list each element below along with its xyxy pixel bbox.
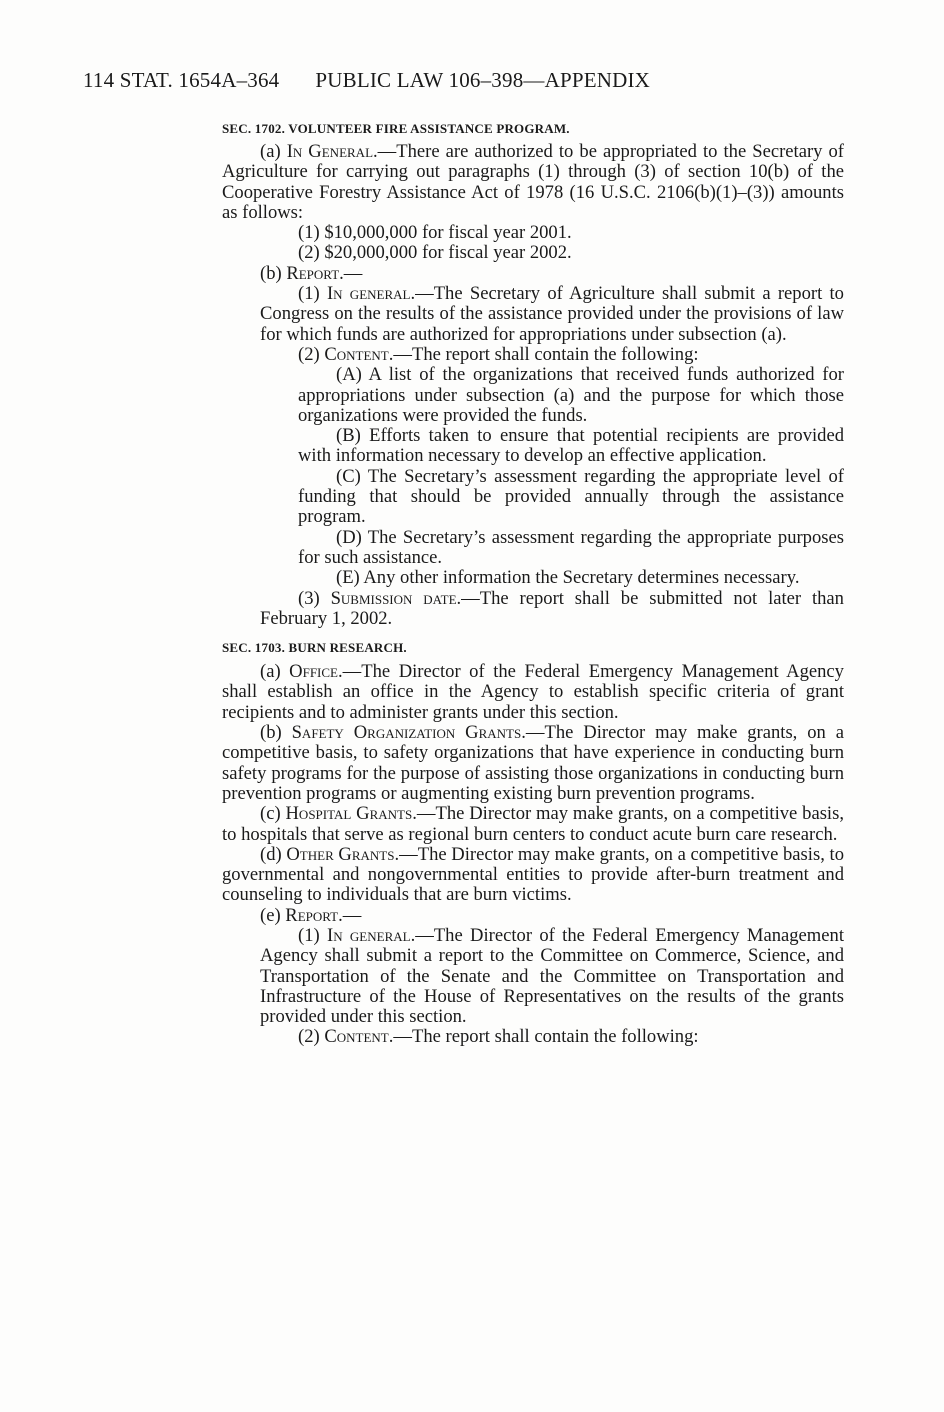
running-head [83, 68, 650, 93]
sec1702-b2-item-b: (B) Efforts taken to ensure that potential recipients are provided with information necessary to develop an effective application. [298, 425, 844, 467]
sec1703-subsection-e: (e) Report.— [260, 904, 362, 926]
sec1703-e-paragraph-1: (1) In general.—The Director of the Federal Emergency Management Agency shall submit a report to the Committee on Commerce, Science, and Transportation of the Senate and the Committee on Transportation and Infrastructure of the House of Representatives on the results of the grants provided under this section. [260, 924, 844, 1028]
sec1702-b-paragraph-1: (1) In general.—The Secretary of Agriculture shall submit a report to Congress on the results of the assistance provided under the provisions of law for which funds are authorized for appropriations under subsection (a). [260, 283, 844, 345]
sec1702-b2-item-d: (D) The Secretary’s assessment regarding the appropriate purposes for such assistance. [298, 526, 844, 568]
section-heading-1702: SEC. 1702. VOLUNTEER FIRE ASSISTANCE PROGRAM. [222, 121, 570, 136]
sec1703-subsection-b: (b) Safety Organization Grants.—The Director may make grants, on a competitive basis, to safety organizations that have experience in conducting burn safety programs for the purpose of assisting those organizations in conducting burn prevention programs or augmenting existing burn prevention programs. [222, 722, 844, 804]
stat-reference: 114 STAT. 1654A–364 [83, 68, 280, 92]
sec1702-subsection-b: (b) Report.— [260, 262, 363, 284]
sec1702-b-paragraph-3: (3) Submission date.—The report shall be submitted not later than February 1, 2002. [260, 587, 844, 629]
sec1702-b2-item-c: (C) The Secretary’s assessment regarding the appropriate level of funding that should be provided annually through the assistance program. [298, 465, 844, 528]
sec1703-subsection-c: (c) Hospital Grants.—The Director may make grants, on a competitive basis, to hospitals that serve as regional burn centers to conduct acute burn care research. [222, 803, 844, 845]
sec1702-b2-item-a: (A) A list of the organizations that received funds authorized for appropriations under subsection (a) and the purpose for which those organizations were provided the funds. [298, 364, 844, 426]
sec1702-b2-item-e: (E) Any other information the Secretary determines necessary. [336, 567, 800, 589]
sec1702-a-paragraph-1: (1) $10,000,000 for fiscal year 2001. [298, 222, 572, 244]
section-heading-1703: SEC. 1703. BURN RESEARCH. [222, 640, 407, 656]
sec1702-subsection-a: (a) In General.—There are authorized to be appropriated to the Secretary of Agriculture for carrying out paragraphs (1) through (3) of section 10(b) of the Cooperative Forestry Assistance Act of 1978 (16 U.S.C. 2106(b)(1)–(3)) amounts as follows: [222, 141, 844, 223]
sec1703-subsection-a: (a) Office.—The Director of the Federal Emergency Management Agency shall establish an office in the Agency to establish specific criteria of grant recipients and to administer grants under this section. [222, 661, 844, 723]
sec1702-a-paragraph-2: (2) $20,000,000 for fiscal year 2002. [298, 242, 572, 264]
document-body [222, 119, 844, 1048]
sec1703-subsection-d: (d) Other Grants.—The Director may make grants, on a competitive basis, to governmental and nongovernmental entities to provide after-burn treatment and counseling to individuals that are burn victims. [222, 843, 844, 906]
law-title: PUBLIC LAW 106–398—APPENDIX [315, 68, 651, 92]
sec1703-e-paragraph-2: (2) Content.—The report shall contain the following: [298, 1026, 699, 1048]
sec1702-b-paragraph-2: (2) Content.—The report shall contain the following: [298, 343, 699, 365]
